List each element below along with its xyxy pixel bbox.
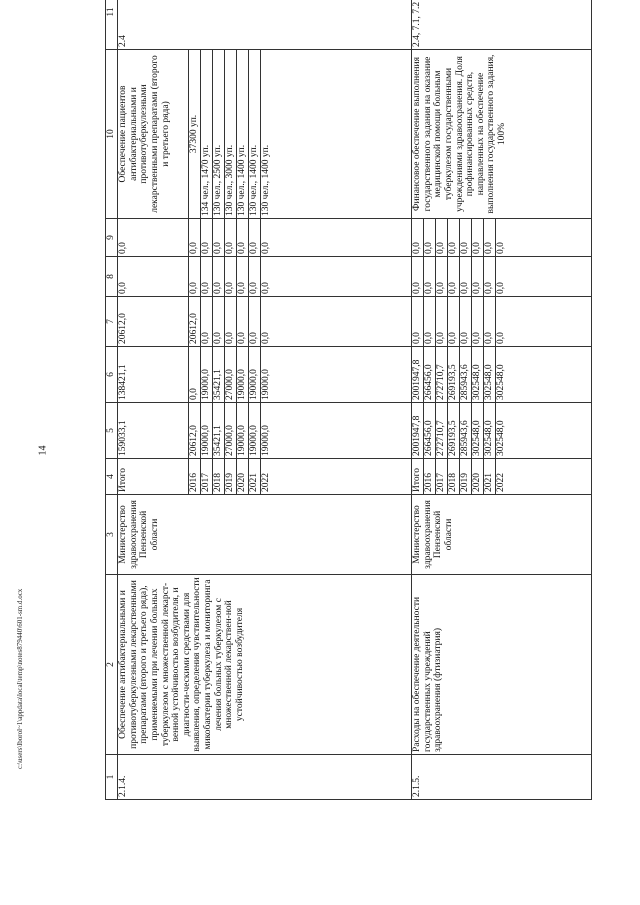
col-num: 10 [106, 50, 118, 219]
col-num: 8 [106, 257, 118, 297]
row-number: 2.1.4. [118, 755, 412, 800]
value-cell: 302548,0 [495, 403, 591, 459]
value-cell: 269193,5 [447, 403, 459, 459]
year-cell: 2016 [189, 459, 201, 495]
value-cell: 302548,0 [495, 347, 591, 403]
indicator-cell: 130 чел., 1400 уп. [261, 50, 412, 219]
col-num: 2 [106, 575, 118, 755]
value-cell: 0,0 [459, 297, 471, 347]
file-path-footer: c:\users\lborol~1\appdata\local\temp\notes879440\601-sm.d.ocx [16, 588, 24, 769]
col-num: 3 [106, 495, 118, 575]
col-num: 1 [106, 755, 118, 800]
rotated-table-container [105, 0, 610, 800]
program-activities-table [105, 0, 592, 800]
value-cell: 2001947,8 [412, 403, 424, 459]
value-cell: 0,0 [412, 297, 424, 347]
value-cell: 19000,0 [201, 403, 213, 459]
value-cell: 19000,0 [261, 347, 412, 403]
year-cell: 2022 [495, 459, 591, 495]
reference-cell: 2.4 [118, 0, 412, 50]
indicator-cell: 130 чел., 1400 уп. [249, 50, 261, 219]
table-row [118, 0, 189, 800]
value-cell: 0,0 [412, 219, 424, 257]
value-cell: 27000,0 [225, 403, 237, 459]
value-cell: 0,0 [237, 257, 249, 297]
col-num: 11 [106, 0, 118, 50]
value-cell: 35421,1 [213, 347, 225, 403]
value-cell: 19000,0 [237, 403, 249, 459]
value-cell: 0,0 [201, 297, 213, 347]
value-cell: 266456,0 [423, 347, 435, 403]
value-cell: 0,0 [225, 257, 237, 297]
year-cell: 2016 [423, 459, 435, 495]
activity-name: Расходы на обеспечение деятельности государственных учреждений здравоохранения (фтизиатрия) [412, 575, 592, 755]
col-num: 5 [106, 403, 118, 459]
year-cell: 2019 [459, 459, 471, 495]
col-num: 6 [106, 347, 118, 403]
page-number: 14 [37, 445, 49, 456]
value-cell: 0,0 [471, 257, 483, 297]
value-cell: 0,0 [225, 219, 237, 257]
value-cell: 0,0 [423, 297, 435, 347]
value-cell: 0,0 [249, 257, 261, 297]
value-cell: 272710,7 [435, 403, 447, 459]
year-cell: 2019 [225, 459, 237, 495]
value-cell: 19000,0 [249, 347, 261, 403]
value-cell: 19000,0 [249, 403, 261, 459]
value-cell: 0,0 [483, 257, 495, 297]
value-cell: 0,0 [435, 257, 447, 297]
value-cell: 0,0 [447, 219, 459, 257]
year-cell: 2018 [213, 459, 225, 495]
value-cell: 0,0 [435, 297, 447, 347]
value-cell: 266456,0 [423, 403, 435, 459]
value-cell: 0,0 [201, 219, 213, 257]
value-cell: 0,0 [118, 219, 189, 257]
value-cell: 0,0 [423, 257, 435, 297]
value-cell: 19000,0 [237, 347, 249, 403]
value-cell: 19000,0 [261, 403, 412, 459]
year-cell: 2021 [483, 459, 495, 495]
value-cell: 0,0 [189, 257, 201, 297]
col-num: 4 [106, 459, 118, 495]
value-cell: 20612,0 [189, 297, 201, 347]
indicator-cell: 130 чел., 1400 уп. [237, 50, 249, 219]
value-cell: 0,0 [471, 219, 483, 257]
column-number-row [106, 0, 118, 800]
year-cell: 2017 [201, 459, 213, 495]
value-cell: 0,0 [201, 257, 213, 297]
value-cell: 285943,6 [459, 347, 471, 403]
col-num: 9 [106, 219, 118, 257]
value-cell: 302548,0 [483, 403, 495, 459]
indicator-cell: 130 чел., 2500 уп. [213, 50, 225, 219]
value-cell: 2001947,8 [412, 347, 424, 403]
value-cell: 302548,0 [483, 347, 495, 403]
col-num: 7 [106, 297, 118, 347]
row-number: 2.1.5. [412, 755, 592, 800]
value-cell: 0,0 [423, 219, 435, 257]
executor: Министерство здравоохранения Пензенской области [412, 495, 592, 575]
executor: Министерство здравоохранения Пензенской области [118, 495, 412, 575]
indicator-cell: 130 чел., 3000 уп. [225, 50, 237, 219]
year-cell: 2020 [471, 459, 483, 495]
value-cell: 0,0 [483, 219, 495, 257]
value-cell: 138421,1 [118, 347, 189, 403]
year-cell: 2017 [435, 459, 447, 495]
indicator-cell: Финансовое обеспечение выполнения государственного задания на оказание медицинской помощи больным туберкулезом государственными учреждениями здравоохранения. Доля профинансированных средств, направленных на обеспечение выполнения государственного задания, 100% [412, 50, 592, 219]
value-cell: 0,0 [435, 219, 447, 257]
value-cell: 0,0 [495, 219, 591, 257]
value-cell: 0,0 [483, 297, 495, 347]
value-cell: 0,0 [495, 257, 591, 297]
value-cell: 0,0 [412, 257, 424, 297]
value-cell: 0,0 [261, 257, 412, 297]
indicator-cell: Обеспечение пациентов антибактериальными и противотуберкулезными лекарственными препаратами (второго и третьего ряда) [118, 50, 189, 219]
value-cell: 0,0 [249, 219, 261, 257]
value-cell: 302548,0 [471, 347, 483, 403]
value-cell: 0,0 [447, 297, 459, 347]
indicator-cell: 37300 уп. [189, 50, 201, 219]
value-cell: 0,0 [249, 297, 261, 347]
table-row [412, 0, 424, 800]
value-cell: 159033,1 [118, 403, 189, 459]
value-cell: 0,0 [118, 257, 189, 297]
value-cell: 27000,0 [225, 347, 237, 403]
value-cell: 0,0 [447, 257, 459, 297]
value-cell: 0,0 [495, 297, 591, 347]
reference-cell: 2.4, 7.1, 7.2 [412, 0, 592, 50]
value-cell: 0,0 [189, 219, 201, 257]
value-cell: 0,0 [189, 347, 201, 403]
year-cell: 2021 [249, 459, 261, 495]
value-cell: 269193,5 [447, 347, 459, 403]
value-cell: 0,0 [225, 297, 237, 347]
value-cell: 20612,0 [189, 403, 201, 459]
year-cell: Итого [412, 459, 424, 495]
value-cell: 0,0 [213, 257, 225, 297]
value-cell: 0,0 [213, 297, 225, 347]
value-cell: 285943,6 [459, 403, 471, 459]
value-cell: 0,0 [237, 219, 249, 257]
value-cell: 0,0 [237, 297, 249, 347]
indicator-cell: 134 чел., 1470 уп. [201, 50, 213, 219]
value-cell: 19000,0 [201, 347, 213, 403]
value-cell: 20612,0 [118, 297, 189, 347]
value-cell: 302548,0 [471, 403, 483, 459]
year-cell: 2018 [447, 459, 459, 495]
value-cell: 0,0 [261, 297, 412, 347]
value-cell: 0,0 [471, 297, 483, 347]
value-cell: 272710,7 [435, 347, 447, 403]
value-cell: 0,0 [459, 257, 471, 297]
activity-name: Обеспечение антибактериальными и противотуберкулезными лекарственными препаратами (второго и третьего ряда), применяемыми при лечении больных туберкулезом с множественной лекарст-венной устойчивостью возбудителя, и диагности-ческими средствами для выявления, определения чувствительности микобактерии туберкулеза и мониторинга лечения больных туберкулезом с множественной лекарствен-ной устойчивостью возбудителя [118, 575, 412, 755]
value-cell: 35421,1 [213, 403, 225, 459]
value-cell: 0,0 [213, 219, 225, 257]
year-cell: Итого [118, 459, 189, 495]
year-cell: 2020 [237, 459, 249, 495]
value-cell: 0,0 [261, 219, 412, 257]
value-cell: 0,0 [459, 219, 471, 257]
year-cell: 2022 [261, 459, 412, 495]
